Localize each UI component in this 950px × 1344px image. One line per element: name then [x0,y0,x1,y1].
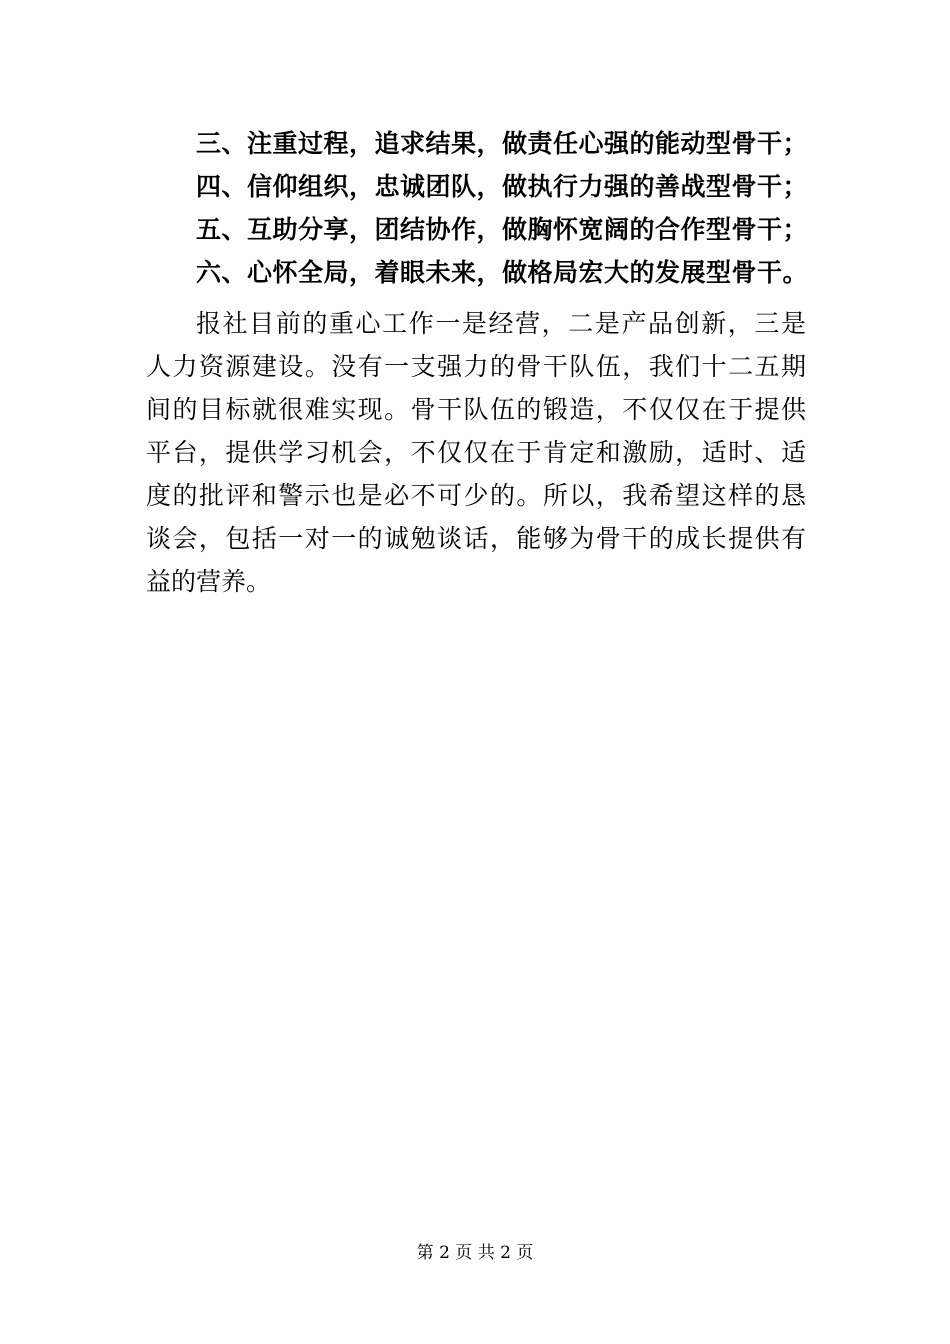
paragraph-line-6: 谈会，包括一对一的诚勉谈话，能够为骨干的成长提供有 [146,524,806,553]
paragraph-line-2: 人力资源建设。没有一支强力的骨干队伍，我们十二五期 [146,352,806,381]
paragraph-line-4: 平台，提供学习机会，不仅仅在于肯定和激励，适时、适 [146,438,806,467]
paragraph-line-7: 益的营养。 [146,567,272,596]
list-item-6: 六、心怀全局，着眼未来，做格局宏大的发展型骨干。 [196,258,809,287]
page-number-footer: 第 2 页 共 2 页 [416,1243,534,1263]
list-item-5: 五、互助分享，团结协作，做胸怀宽阔的合作型骨干； [196,215,809,244]
list-item-3: 三、注重过程，追求结果，做责任心强的能动型骨干； [196,129,809,158]
list-item-4: 四、信仰组织，忠诚团队，做执行力强的善战型骨干； [196,172,809,201]
paragraph-line-3: 间的目标就很难实现。骨干队伍的锻造，不仅仅在于提供 [146,395,806,424]
paragraph-line-5: 度的批评和警示也是必不可少的。所以，我希望这样的恳 [146,481,806,510]
paragraph-line-1: 报社目前的重心工作一是经营，二是产品创新，三是 [196,309,806,338]
